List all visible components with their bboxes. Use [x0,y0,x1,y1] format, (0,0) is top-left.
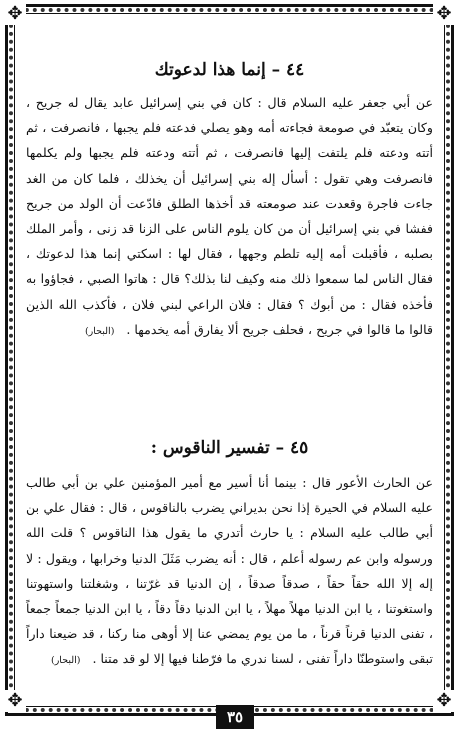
corner-ornament-icon: ✥ [4,690,26,712]
page-number: ٣٥ [216,705,254,729]
corner-ornament-icon: ✥ [4,3,26,25]
section-title: ٤٤ – إنما هذا لدعوتك [154,60,305,80]
section-body [26,470,433,674]
source-citation: (البحار) [51,655,81,667]
paragraph-text: عن الحارث الأعور قال : بينما أنا أسير مع أمير المؤمنين علي بن أبي طالب عليه السلام في الحيرة إذا نحن بديراني يضرب بالناقوس ، قال : فقال علي بن أبي طالب عليه السلام : يا حارث أتدري ما يقول هذا الناقوس ؟ قلت الله ورسوله وابن عم رسوله أعلم ، قال : أنه يضرب مَثَلَ الدنيا وخرابها ، ويقول : لا إله إلا الله حقاً حقاً ، صدقاً صدقاً ، إن الدنيا قد غرّتنا ، وشغلتنا واستهوتنا واستغوتنا ، يا ابن الدنيا مهلاً مهلاً ، يا ابن الدنيا دقاً دقاً ، يا ابن الدنيا جمعاً جمعاً ، تفنى الدنيا قرناً قرناً ، ما من يوم يمضي عنا إلا أوهى منا ركنا ، قد ضيعنا داراً تبقى واستوطنّا داراً تفنى ، لسنا ندري ما فرّطنا فيها إلا لو قد متنا . [26,475,433,667]
corner-ornament-icon: ✥ [433,690,455,712]
paragraph-text: عن أبي جعفر عليه السلام قال : كان في بني إسرائيل عابد يقال له جريح ، وكان يتعبّد في صومعة فجاءته أمه وهو يصلي فدعته فلم يجبها ، فانصرفت ، ثم أتته ودعته فلم يلتفت إليها فانصرفت ، ثم أتته ودعته فلم يجبها ولم يكلمها فانصرفت وهي تقول : أسأل إله بني إسرائيل أن يخذلك ، فلما كان من الغد جاءت فاجرة وقعدت عند صومعته قد أخذها الطلق فادّعت أن الولد من جريح ففشا في بني إسرائيل أن من كان يلوم الناس على الزنا قد زنى ، وأمر الملك بصلبه ، فأقبلت أمه إليه تلطم وجهها ، فقال لها : اسكتي إنما هذا لدعوتك ، فقال الناس لما سمعوا ذلك منه وكيف لنا بذلك؟ قال : هاتوا الصبي ، فجاؤوا به فأخذه فقال : من أبوك ؟ فقال : فلان الراعي لبني فلان ، فأكذب الله الذين قالوا ما قالوا في جريح ، فحلف جريح ألا يفارق أمه يخدمها . [26,95,433,337]
source-citation: (البحار) [84,325,115,337]
section-body [26,90,433,344]
section-title: ٤٥ – تفسير الناقوس : [150,438,309,458]
corner-ornament-icon: ✥ [433,3,455,25]
